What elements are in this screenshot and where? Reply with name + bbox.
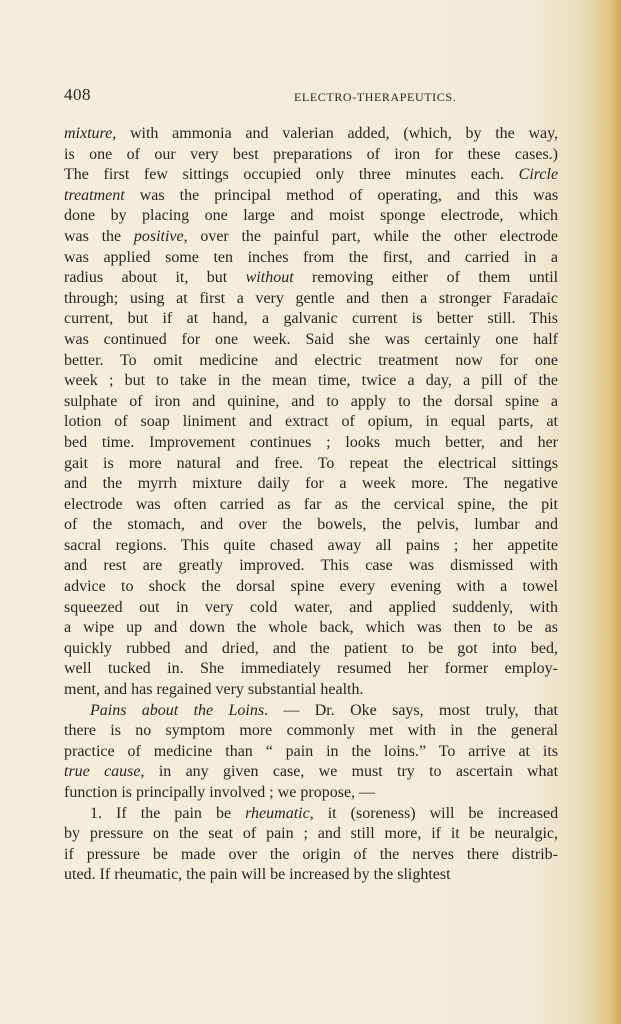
text-line: bed time. Improvement continues ; looks much better, and her	[64, 433, 558, 451]
text-line: mixture, with ammonia and valerian added, (which, by the way,	[64, 125, 559, 142]
text-line: ment, and has regained very substantial health.	[64, 681, 364, 699]
text-line: sacral regions. This quite chased away all pains ; her appetite	[64, 536, 558, 554]
text-line: squeezed out in very cold water, and applied suddenly, with	[64, 598, 558, 616]
text-line: treatment was the principal method of operating, and this was	[64, 186, 559, 204]
text-line: if pressure be made over the origin of the nerves there distrib-	[64, 845, 558, 863]
text-line: there is no symptom more commonly met with in the general	[64, 722, 558, 740]
text-line: advice to shock the dorsal spine every evening with a towel	[64, 578, 558, 596]
text-line: by pressure on the seat of pain ; and still more, if it be neuralgic,	[64, 825, 558, 843]
body-text	[64, 124, 558, 886]
page-header	[64, 85, 572, 107]
text-line: electrode was often carried as far as the cervical spine, the pit	[64, 495, 558, 513]
text-line: is one of our very best preparations of iron for these cases.)	[64, 145, 558, 163]
text-line: through; using at first a very gentle and then a stronger Faradaic	[64, 289, 558, 307]
text-line: Pains about the Loins. — Dr. Oke says, most truly, that	[90, 701, 558, 719]
text-line: quickly rubbed and dried, and the patient to be got into bed,	[64, 639, 558, 657]
text-line: 1. If the pain be rheumatic, it (soreness) will be increased	[90, 804, 559, 822]
running-head: ELECTRO-THERAPEUTICS.	[294, 90, 457, 104]
text-line: a wipe up and down the whole back, which was then to be as	[64, 619, 558, 637]
text-line: was the positive, over the painful part, while the other electrode	[64, 227, 559, 245]
text-line: The first few sittings occupied only three minutes each. Circle	[64, 166, 559, 184]
page-edge-shading	[607, 0, 621, 1024]
text-line: and rest are greatly improved. This case was dismissed with	[64, 557, 558, 575]
text-line: uted. If rheumatic, the pain will be increased by the slightest	[64, 866, 451, 884]
text-line: was applied some ten inches from the first, and carried in a	[64, 248, 558, 266]
text-line: gait is more natural and free. To repeat the electrical sittings	[64, 454, 558, 472]
text-line: sulphate of iron and quinine, and to apply to the dorsal spine a	[64, 392, 558, 410]
text-line: was continued for one week. Said she was certainly one half	[64, 330, 558, 348]
text-line: function is principally involved ; we propose, —	[64, 784, 376, 801]
text-line: radius about it, but without removing either of them until	[64, 269, 559, 287]
text-line: of the stomach, and over the bowels, the pelvis, lumbar and	[64, 516, 558, 534]
text-line: and the myrrh mixture daily for a week more. The negative	[64, 475, 558, 493]
text-line: done by placing one large and moist sponge electrode, which	[64, 207, 558, 225]
text-line: better. To omit medicine and electric treatment now for one	[64, 351, 558, 369]
page-number: 408	[64, 85, 91, 104]
text-line: true cause, in any given case, we must try to ascertain what	[64, 763, 559, 781]
text-line: practice of medicine than “ pain in the loins.” To arrive at its	[64, 742, 558, 760]
text-line: well tucked in. She immediately resumed her former employ-	[64, 660, 558, 678]
text-line: current, but if at hand, a galvanic current is better still. This	[64, 310, 558, 328]
text-line: week ; but to take in the mean time, twice a day, a pill of the	[64, 372, 558, 390]
text-line: lotion of soap liniment and extract of opium, in equal parts, at	[64, 413, 558, 431]
